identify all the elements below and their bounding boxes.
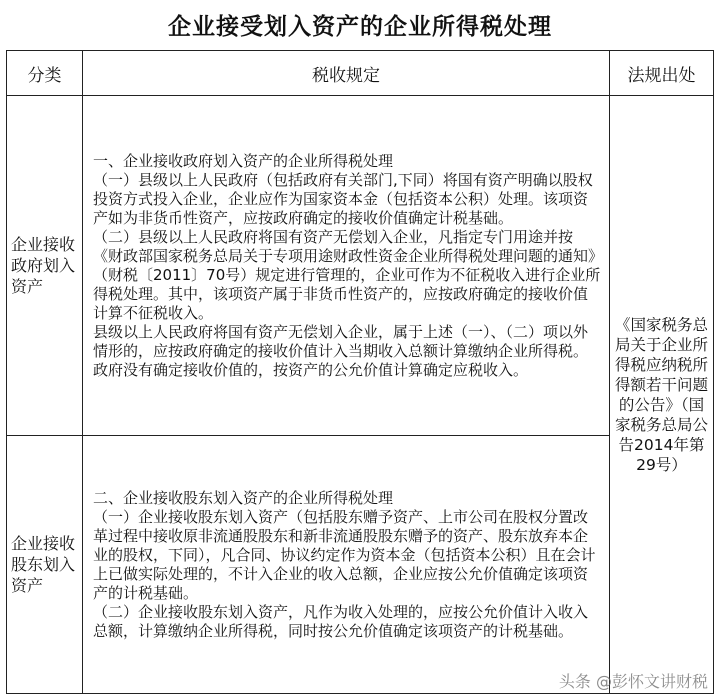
page-title: 企业接受划入资产的企业所得税处理 bbox=[168, 14, 552, 40]
rules-cell bbox=[83, 436, 610, 694]
category-cell: 企业接收政府划入资产 bbox=[7, 96, 83, 436]
category-cell: 企业接收股东划入资产 bbox=[7, 436, 83, 694]
rule-paragraph: （二）企业接收股东划入资产，凡作为收入处理的，应按公允价值计入收入总额，计算缴纳企业所得税，同时按公允价值确定该项资产的计税基础。 bbox=[93, 602, 589, 640]
rule-paragraph: （二）县级以上人民政府将国有资产无偿划入企业，凡指定专门用途并按《财政部国家税务总局关于专项用途财政性资金企业所得税处理问题的通知》（财税〔2011〕70号）规定进行管理的，企业可作为不征税收入进行企业所得税处理。其中，该项资产属于非货币性资产的，应按政府确定的接收价值计算不征税收入。 bbox=[93, 227, 601, 322]
table-row bbox=[7, 96, 714, 436]
rule-paragraph: （一）县级以上人民政府（包括政府有关部门,下同）将国有资产明确以股权投资方式投入企业，企业应作为国家资本金（包括资本公积）处理。该项资产如为非货币性资产，应按政府确定的接收价值确定计税基础。 bbox=[93, 170, 593, 227]
rule-paragraph: （一）企业接收股东划入资产（包括股东赠予资产、上市公司在股权分置改革过程中接收原非流通股股东和新非流通股股东赠予的资产、股东放弃本企业的股权，下同），凡合同、协议约定作为资本金（包括资本公积）且在会计上已做实际处理的，不计入企业的收入总额，企业应按公允价值确定该项资产的计税基础。 bbox=[93, 507, 596, 602]
header-rules: 税收规定 bbox=[83, 51, 610, 96]
rules-cell bbox=[83, 96, 610, 436]
header-source: 法规出处 bbox=[610, 51, 714, 96]
source-cell: 《国家税务总局关于企业所得税应纳税所得额若干问题的公告》（国家税务总局公告2014年第29号） bbox=[610, 96, 714, 694]
table-row bbox=[7, 436, 714, 694]
rule-paragraph: 县级以上人民政府将国有资产无偿划入企业，属于上述（一）、（二）项以外情形的，应按政府确定的接收价值计入当期收入总额计算缴纳企业所得税。政府没有确定接收价值的，按资产的公允价值计算确定应税收入。 bbox=[93, 322, 589, 379]
table-header-row bbox=[7, 51, 714, 96]
tax-table bbox=[6, 50, 714, 694]
header-category: 分类 bbox=[7, 51, 83, 96]
rule-paragraph: 一、企业接收政府划入资产的企业所得税处理 bbox=[93, 151, 394, 170]
watermark: 头条 @彭怀文讲财税 bbox=[558, 672, 708, 691]
rule-paragraph: 二、企业接收股东划入资产的企业所得税处理 bbox=[93, 488, 394, 507]
